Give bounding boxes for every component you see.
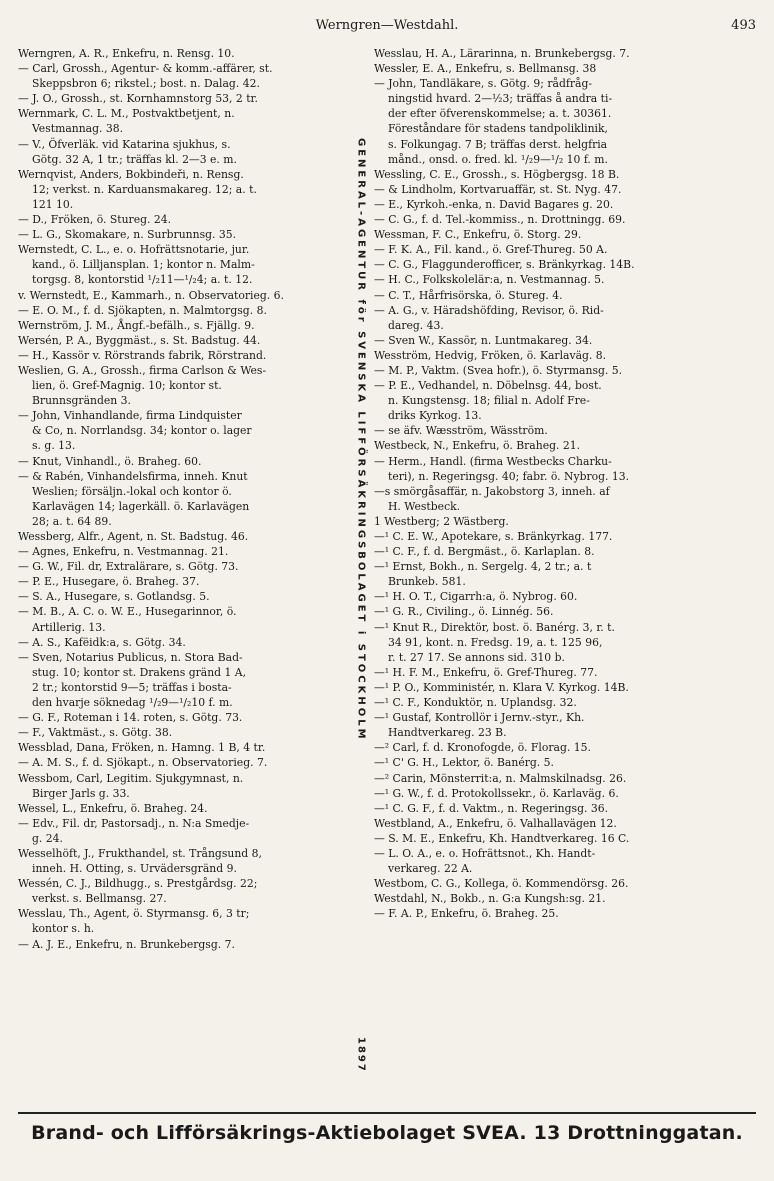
directory-entry-line: Götg. 32 A, 1 tr.; träffas kl. 2—3 e. m. (32, 152, 237, 166)
directory-entry-line: Wernmark, C. L. M., Postvaktbetjent, n. (18, 107, 235, 121)
directory-entry-line: Wessler, E. A., Enkefru, s. Bellmansg. 38 (374, 62, 597, 76)
directory-entry-line: Westbland, A., Enkefru, ö. Valhallavägen 12. (374, 816, 617, 830)
directory-entry-line: v. Wernstedt, E., Kammarh., n. Observatorieg. 6. (18, 288, 284, 302)
page-number: 493 (731, 18, 756, 33)
directory-entry-line: Artillerig. 13. (32, 620, 106, 634)
directory-entry-line: — A. G., v. Häradshöfding, Revisor, ö. Rid- (374, 303, 604, 317)
directory-entry-line: g. 24. (32, 831, 63, 845)
directory-entry-line: den hvarje söknedag ¹/₂9—¹/₂10 f. m. (32, 696, 233, 710)
directory-entry-line: —¹ Ernst, Bokh., n. Sergelg. 4, 2 tr.; a. t (374, 560, 592, 574)
directory-entry-line: —¹ C' G. H., Lektor, ö. Banérg. 5. (374, 756, 554, 770)
directory-entry-line: 34 91, kont. n. Fredsg. 19, a. t. 125 96, (388, 635, 603, 649)
directory-entry-line: s. g. 13. (32, 439, 76, 453)
directory-entry-line: Westdahl, N., Bokb., n. G:a Kungsh:sg. 21. (374, 892, 606, 906)
directory-entry-line: — F. K. A., Fil. kand., ö. Gref-Thureg. 50 A. (374, 243, 608, 257)
directory-entry-line: — Herm., Handl. (firma Westbecks Charku- (374, 454, 612, 468)
directory-entry-line: Wessén, C. J., Bildhugg., s. Prestgårdsg. 22; (18, 877, 258, 891)
directory-entry-line: —¹ C. F., f. d. Bergmäst., ö. Karlaplan. 8. (374, 545, 595, 559)
directory-entry-line: — M. B., A. C. o. W. E., Husegarinnor, ö. (18, 605, 237, 619)
directory-entry-line: der efter öfverenskommelse; a. t. 30361. (388, 107, 612, 121)
directory-entry-line: Wessel, L., Enkefru, ö. Braheg. 24. (18, 801, 208, 815)
page-title: Werngren—Westdahl. (315, 18, 459, 33)
directory-entry-line: — E., Kyrkoh.-enka, n. David Bagares g. 20. (374, 197, 614, 211)
directory-entry-line: —¹ G. W., f. d. Protokollssekr., ö. Karlaväg. 6. (374, 786, 619, 800)
directory-entry-line: 1 Westberg; 2 Wästberg. (374, 514, 509, 528)
directory-entry-line: lien, ö. Gref-Magnig. 10; kontor st. (32, 379, 222, 393)
directory-entry-line: — & Rabén, Vinhandelsfirma, inneh. Knut (18, 469, 248, 483)
directory-entry-line: Skeppsbron 6; rikstel.; bost. n. Dalag. 42. (32, 77, 260, 91)
directory-entry-line: — Carl, Grossh., Agentur- & komm.-affärer, st. (18, 62, 273, 76)
directory-entry-line: — John, Vinhandlande, firma Lindquister (18, 409, 242, 423)
directory-entry-line: Wessbom, Carl, Legitim. Sjukgymnast, n. (18, 771, 244, 785)
directory-entry-line: — F., Vaktmäst., s. Götg. 38. (18, 726, 173, 740)
spine-advertisement: GENERAL-AGENTUR för SVENSKA LIFFÖRSÄKRINGSBOLAGET i STOCKHOLM (355, 138, 367, 742)
directory-entry-line: Birger Jarls g. 33. (32, 786, 130, 800)
directory-entry-line: — D., Fröken, ö. Stureg. 24. (18, 213, 172, 227)
directory-entry-line: 28; a. t. 64 89. (32, 514, 112, 528)
directory-entry-line: driks Kyrkog. 13. (388, 409, 482, 423)
directory-entry-line: Westbom, C. G., Kollega, ö. Kommendörsg. 26. (374, 877, 629, 891)
directory-entry-line: — A. M. S., f. d. Sjökapt., n. Observatorieg. 7. (18, 756, 268, 770)
directory-entry-line: Wessblad, Dana, Fröken, n. Hamng. 1 B, 4 tr. (18, 741, 266, 755)
directory-entry-line: 121 10. (32, 197, 74, 211)
directory-entry-line: Werngren, A. R., Enkefru, n. Rensg. 10. (18, 47, 235, 60)
directory-entry-line: — S. A., Husegare, s. Gotlandsg. 5. (18, 590, 210, 604)
directory-entry-line: Föreståndare för stadens tandpoliklinik, (388, 122, 608, 136)
right-column (374, 46, 764, 921)
directory-entry-line: —¹ P. O., Komministér, n. Klara V. Kyrkog. 14B. (374, 680, 629, 694)
directory-entry-line: —² Carin, Mönsterrit:a, n. Malmskilnadsg. 26. (374, 771, 627, 785)
directory-entry-line: r. t. 27 17. Se annons sid. 310 b. (388, 650, 565, 664)
directory-entry-line: — Agnes, Enkefru, n. Vestmannag. 21. (18, 545, 229, 559)
directory-entry-line: kand., ö. Lilljansplan. 1; kontor n. Malm- (32, 258, 255, 272)
directory-entry-line: inneh. H. Otting, s. Urvädersgränd 9. (32, 862, 237, 876)
directory-entry-line: Karlavägen 14; lagerkäll. ö. Karlavägen (32, 499, 250, 513)
directory-entry-line: Wessling, C. E., Grossh., s. Högbergsg. 18 B. (374, 167, 620, 181)
directory-entry-line: Wernstedt, C. L., e. o. Hofrättsnotarie, jur. (18, 243, 250, 257)
directory-entry-line: Brunkeb. 581. (388, 575, 466, 589)
directory-entry-line: —² Carl, f. d. Kronofogde, ö. Florag. 15. (374, 741, 591, 755)
directory-entry-line: Wesslau, H. A., Lärarinna, n. Brunkebergsg. 7. (374, 47, 630, 60)
directory-entry-line: — A. S., Kafëidk:a, s. Götg. 34. (18, 635, 186, 649)
directory-entry-line: H. Westbeck. (388, 499, 461, 513)
directory-entry-line: — A. J. E., Enkefru, n. Brunkebergsg. 7. (18, 937, 235, 951)
directory-entry-line: Westbeck, N., Enkefru, ö. Braheg. 21. (374, 439, 581, 453)
directory-entry-line: — P. E., Husegare, ö. Braheg. 37. (18, 575, 200, 589)
directory-entry-line: — G. W., Fil. dr, Extralärare, s. Götg. 73. (18, 560, 239, 574)
directory-entry-line: teri), n. Regeringsg. 40; fabr. ö. Nybrog. 13. (388, 469, 630, 483)
directory-entry-line: Handtverkareg. 23 B. (388, 726, 507, 740)
directory-entry-line: — C. G., Flaggunderofficer, s. Bränkyrkag. 14B. (374, 258, 635, 272)
directory-entry-line: verkareg. 22 A. (388, 862, 473, 876)
directory-entry-line: —¹ C. G. F., f. d. Vaktm., n. Regeringsg. 36. (374, 801, 609, 815)
directory-entry-line: Weslien, G. A., Grossh., firma Carlson & Wes- (18, 363, 267, 377)
directory-entry-line: —¹ Knut R., Direktör, bost. ö. Banérg. 3, r. t. (374, 620, 615, 634)
directory-entry-line: — H. C., Folkskolelär:a, n. Vestmannag. 5. (374, 273, 605, 287)
directory-entry-line: — J. O., Grossh., st. Kornhamnstorg 53, 2 tr. (18, 92, 258, 106)
directory-entry-line: Wernqvist, Anders, Bokbindeři, n. Rensg. (18, 167, 244, 181)
directory-entry-line: Wessberg, Alfr., Agent, n. St. Badstug. 46. (18, 530, 249, 543)
directory-entry-line: dareg. 43. (388, 318, 444, 332)
directory-entry-line: — Edv., Fil. dr, Pastorsadj., n. N:a Smedje- (18, 816, 250, 830)
directory-entry-line: torgsg. 8, kontorstid ¹/₂11—¹/₂4; a. t. 12. (32, 273, 253, 287)
directory-entry-line: Wernström, J. M., Ångf.-befälh., s. Fjällg. 9. (18, 318, 255, 332)
directory-entry-line: — se äfv. Wæsström, Wäsström. (374, 424, 548, 438)
directory-entry-line: verkst. s. Bellmansg. 27. (32, 892, 167, 906)
left-column (18, 46, 348, 952)
directory-entry-line: —s smörgåsaffär, n. Jakobstorg 3, inneh. af (374, 484, 610, 498)
directory-entry-line: Wesselhöft, J., Frukthandel, st. Trångsund 8, (18, 846, 262, 860)
directory-entry-line: — M. P., Vaktm. (Svea hofr.), ö. Styrmansg. 5. (374, 363, 623, 377)
directory-entry-line: & Co, n. Norrlandsg. 34; kontor o. lager (32, 424, 252, 438)
directory-entry-line: Wesström, Hedvig, Fröken, ö. Karlaväg. 8. (374, 348, 607, 362)
directory-entry-line: 2 tr.; kontorstid 9—5; träffas i bosta- (32, 680, 232, 694)
directory-entry-line: — John, Tandläkare, s. Götg. 9; rådfråg- (374, 77, 593, 91)
directory-entry-line: månd., onsd. o. fred. kl. ¹/₂9—¹/₂ 10 f. m. (388, 152, 608, 166)
directory-entry-line: — G. F., Roteman i 14. roten, s. Götg. 73. (18, 711, 243, 725)
directory-entry-line: — L. O. A., e. o. Hofrättsnot., Kh. Handt- (374, 846, 596, 860)
directory-entry-line: —¹ C. F., Konduktör, n. Uplandsg. 32. (374, 696, 577, 710)
directory-entry-line: — C. T., Hårfrisörska, ö. Stureg. 4. (374, 288, 563, 302)
directory-entry-line: kontor s. h. (32, 922, 95, 936)
directory-entry-line: — Sven W., Kassör, n. Luntmakareg. 34. (374, 333, 593, 347)
directory-entry-line: — V., Öfverläk. vid Katarina sjukhus, s. (18, 137, 231, 151)
directory-entry-line: — E. O. M., f. d. Sjökapten, n. Malmtorgsg. 8. (18, 303, 267, 317)
directory-entry-line: Wessman, F. C., Enkefru, ö. Storg. 29. (374, 228, 582, 242)
directory-entry-line: — & Lindholm, Kortvaruaffär, st. St. Nyg. 47. (374, 182, 622, 196)
directory-entry-line: — H., Kassör v. Rörstrands fabrik, Rörstrand. (18, 348, 267, 362)
directory-entry-line: s. Folkungag. 7 B; träffas derst. helgfria (388, 137, 608, 151)
directory-entry-line: — P. E., Vedhandel, n. Döbelnsg. 44, bost. (374, 379, 602, 393)
directory-entry-line: Wesslau, Th., Agent, ö. Styrmansg. 6, 3 tr; (18, 907, 250, 921)
directory-entry-line: —¹ H. O. T., Cigarrh:a, ö. Nybrog. 60. (374, 590, 578, 604)
directory-entry-line: —¹ H. F. M., Enkefru, ö. Gref-Thureg. 77. (374, 665, 598, 679)
directory-entry-line: 12; verkst. n. Karduansmakareg. 12; a. t. (32, 182, 257, 196)
directory-entry-line: — F. A. P., Enkefru, ö. Braheg. 25. (374, 907, 559, 921)
directory-entry-line: Weslien; försäljn.-lokal och kontor ö. (32, 484, 232, 498)
directory-entry-line: Brunnsgränden 3. (32, 394, 131, 408)
directory-entry-line: — Sven, Notarius Publicus, n. Stora Bad- (18, 650, 243, 664)
directory-entry-line: — L. G., Skomakare, n. Surbrunnsg. 35. (18, 228, 237, 242)
directory-entry-line: —¹ G. R., Civiling., ö. Linnég. 56. (374, 605, 554, 619)
directory-entry-line: — Knut, Vinhandl., ö. Braheg. 60. (18, 454, 202, 468)
directory-entry-line: n. Kungstensg. 18; filial n. Adolf Fre- (388, 394, 590, 408)
directory-entry-line: ningstid hvard. 2—½3; träffas å andra ti- (388, 92, 613, 106)
spine-year: 1897 (355, 1037, 367, 1073)
directory-entry-line: stug. 10; kontor st. Drakens gränd 1 A, (32, 665, 247, 679)
directory-entry-line: —¹ Gustaf, Kontrollör i Jernv.-styr., Kh. (374, 711, 585, 725)
directory-entry-line: Vestmannag. 38. (32, 122, 124, 136)
directory-entry-line: — S. M. E., Enkefru, Kh. Handtverkareg. 16 C. (374, 831, 630, 845)
directory-entry-line: —¹ C. E. W., Apotekare, s. Bränkyrkag. 177. (374, 530, 613, 543)
directory-entry-line: Wersén, P. A., Byggmäst., s. St. Badstug. 44. (18, 333, 261, 347)
directory-entry-line: — C. G., f. d. Tel.-kommiss., n. Drottningg. 69. (374, 213, 626, 227)
footer-banner: Brand- och Lifförsäkrings-Aktiebolaget SVEA. 13 Drottninggatan. (18, 1112, 756, 1144)
